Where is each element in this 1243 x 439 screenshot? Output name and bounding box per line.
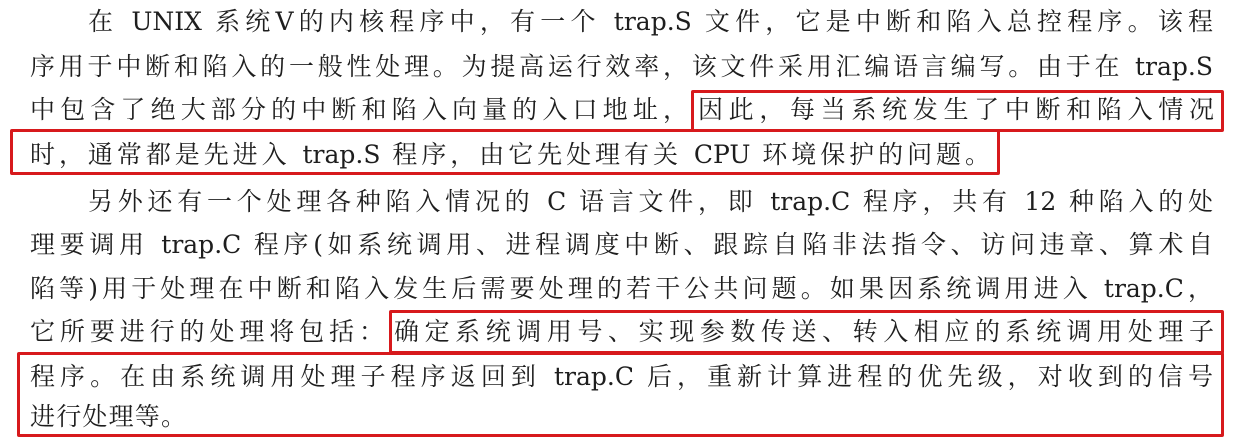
text-segment: 中包含了绝大部分的中断和陷入向量的入口地址，: [30, 95, 688, 124]
text-line: [0, 395, 1243, 439]
text-line: [0, 88, 1243, 132]
text-segment: 另外还有一个处理各种陷入情况的 C 语言文件，即 trap.C 程序，共有 12 种陷入的处: [88, 187, 1213, 216]
highlighted-text: 进行处理等。: [30, 402, 186, 431]
highlighted-text: 确定系统调用号、实现参数传送、转入相应的系统调用处理子: [394, 317, 1214, 346]
highlighted-text: 时，通常都是先进入 trap.S 程序，由它先处理有关 CPU 环境保护的问题。: [30, 140, 990, 169]
text-line: [0, 267, 1243, 311]
text-line: [0, 355, 1243, 399]
text-line: [0, 180, 1243, 224]
highlighted-text: 因此，每当系统发生了中断和陷入情况: [698, 95, 1214, 124]
text-segment: 它所要进行的处理将包括：: [30, 317, 384, 346]
text-line: [0, 133, 1243, 177]
text-segment: 在 UNIX 系统Ⅴ的内核程序中，有一个 trap.S 文件，它是中断和陷入总控程序。该程: [88, 7, 1213, 36]
text-line: [0, 310, 1243, 354]
text-line: [0, 45, 1243, 89]
highlighted-text: 程序。在由系统调用处理子程序返回到 trap.C 后，重新计算进程的优先级，对收到的信号: [30, 362, 1213, 391]
text-line: [0, 223, 1243, 267]
text-segment: 陷等)用于处理在中断和陷入发生后需要处理的若干公共问题。如果因系统调用进入 trap.C，: [30, 274, 1213, 303]
text-segment: 序用于中断和陷入的一般性处理。为提高运行效率，该文件采用汇编语言编写。由于在 trap.S: [30, 52, 1213, 81]
text-line: [0, 0, 1243, 44]
text-segment: 理要调用 trap.C 程序(如系统调用、进程调度中断、跟踪自陷非法指令、访问违章、算术自: [30, 230, 1213, 259]
